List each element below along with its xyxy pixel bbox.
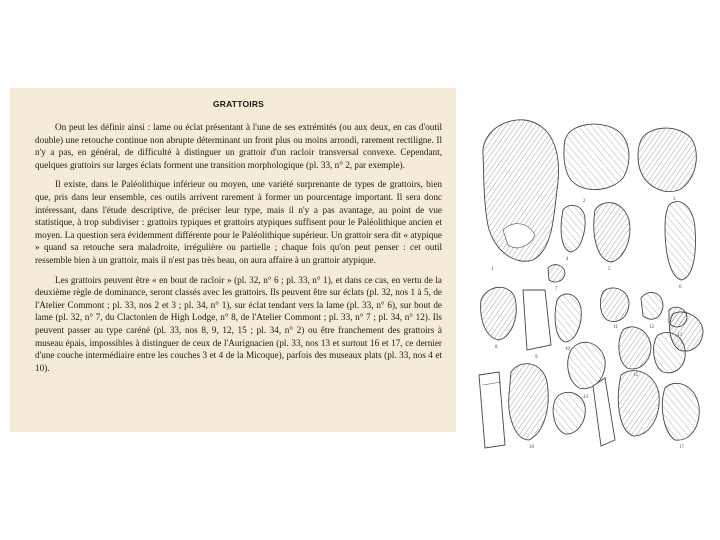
- plate-label-2: 2: [583, 199, 586, 204]
- plate-label-3: 3: [673, 197, 676, 202]
- paragraph-classification: Les grattoirs peuvent être « en bout de racloir » (pl. 32, n° 6 ; pl. 33, n° 1), et dans ce cas, en vertu de la deuxième règle de dominance, seront classés avec les grattoirs. Ils peuvent être sur éclats (pl. 32, nos 1 à 5, de l'Atelier Commont ; pl. 33, nos 2 et 3 ; pl. 34, n° 1), sur éclat tendant vers la lame (pl. 33, n° 6), sur bout de lame (pl. 32, n° 7, du Clactonien de High Lodge, n° 8, de l'Atelier Commont ; pl. 33, n° 7 ; pl. 34, n° 12). Ils peuvent passer au type caréné (pl. 33, nos 8, 9, 12, 15 ; pl. 34, n° 2) ou être franchement des grattoirs à museau épais, impossibles à distinguer de ceux de l'Aurignacien (pl. 33, nos 13 et surtout 16 et 17, ce dernier d'une couche intermédiaire entre les couches 3 et 4 de la Micoque), parfois des museaux plats (pl. 33, nos 4 et 10).: [35, 274, 442, 373]
- scraper-drawing-9: [523, 290, 551, 350]
- scraper-drawing-7: [548, 265, 565, 282]
- plate-label-11: 11: [613, 325, 618, 330]
- plate-label-6: 6: [679, 285, 682, 290]
- plate-label-12: 12: [649, 325, 654, 330]
- scraper-drawing-6: [665, 202, 695, 280]
- scraper-drawing-22: [618, 371, 659, 436]
- page-title: GRATTOIRS: [212, 99, 265, 109]
- paragraph-definition: On peut les définir ainsi : lame ou éclat présentant à l'une de ses extrémités (ou aux deux, en cas d'outil double) une retouche continue non abrupte déterminant un front plus ou moins arrondi, rarement rectiligne. Il n'y a pas, en général, de difficulté à distinguer un grattoir d'un racloir transversal convexe. Cependant, quelques grattoirs sur larges éclats forment une transition morphologique (pl. 33, n° 2, par exemple).: [35, 122, 442, 170]
- scraper-drawing-20: [553, 392, 585, 434]
- paragraph-types: Il existe, dans le Paléolithique inférieur ou moyen, une variété surprenante de types de grattoirs, bien que, pris dans leur ensemble, ces outils arrivent rarement à former un pourcentage important. Il sera donc intéressant, dans l'étude descriptive, de préciser leur type, mais il n'y a pas avantage, au point de vue statistique, à trop subdiviser : grattoirs typiques et grattoirs atypiques suffisent pour le Paléolithique ancien et moyen. La question sera évidemment différente pour le Paléolithique supérieur. Un grattoir sera dit « atypique » quand sa retouche sera maladroite, irrégulière ou partielle ; chaque fois qu'on peut penser : cet outil ressemble bien à un grattoir, mais il n'est pas très beau, on aura affaire à un grattoir atypique.: [35, 179, 442, 265]
- scraper-drawing-4: [561, 205, 585, 252]
- scraper-drawing-11: [600, 288, 629, 322]
- plate-label-14: 14: [583, 395, 588, 400]
- plate-label-10: 10: [565, 347, 570, 352]
- plate-label-9: 9: [535, 355, 538, 360]
- plate-label-1: 1: [491, 267, 494, 272]
- scraper-drawing-23: [662, 383, 699, 440]
- plate-label-4: 4: [566, 257, 569, 262]
- book-page-text: [10, 88, 456, 432]
- scraper-drawing-17: [670, 312, 703, 351]
- scraper-drawing-19: [509, 364, 549, 440]
- scraper-drawing-21: [593, 378, 615, 446]
- plate-label-5: 5: [608, 267, 611, 272]
- plate-label-15: 15: [633, 373, 638, 378]
- scraper-drawing-3: [638, 128, 696, 191]
- scraper-drawing-8: [481, 287, 517, 340]
- scraper-drawing-10: [555, 294, 581, 342]
- scraper-drawing-2: [564, 124, 629, 189]
- scraper-drawing-15: [619, 327, 651, 369]
- tool-illustration-plate: [473, 110, 713, 450]
- plate-label-7: 7: [555, 287, 558, 292]
- plate-label-17: 17: [679, 445, 684, 450]
- plate-label-16: 16: [529, 445, 534, 450]
- scraper-drawing-12: [641, 292, 663, 319]
- scraper-drawing-5: [594, 203, 630, 262]
- plate-label-13: 13: [677, 333, 682, 338]
- plate-label-8: 8: [495, 345, 498, 350]
